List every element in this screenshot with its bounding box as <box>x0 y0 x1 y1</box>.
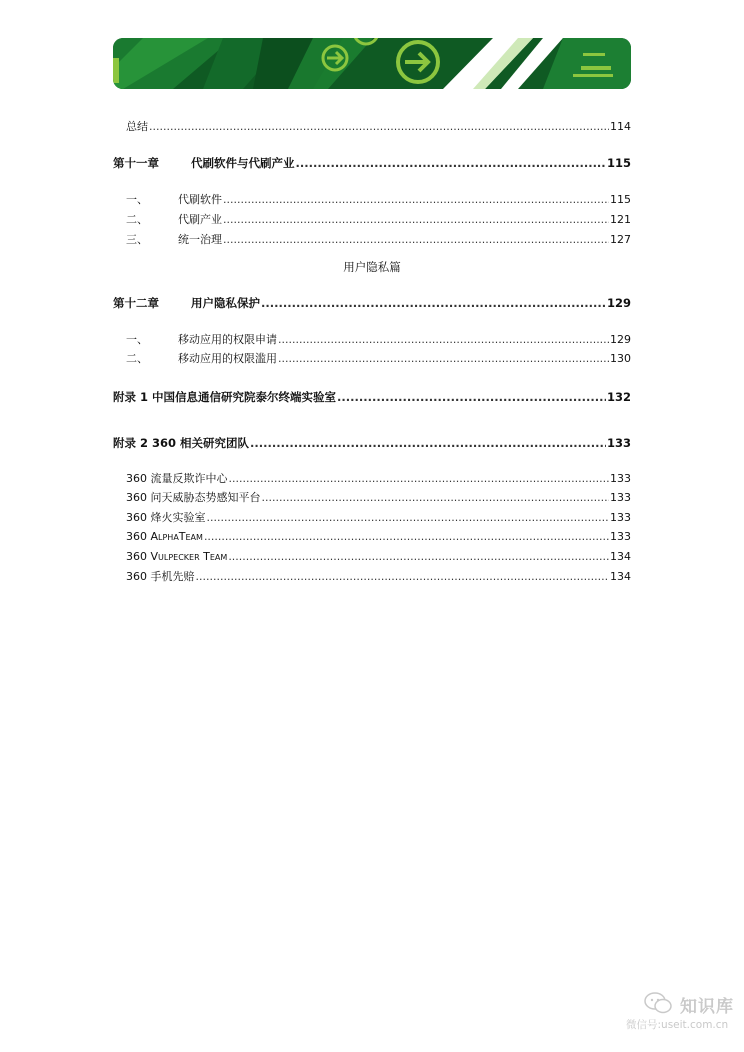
toc-entry-page: 129 <box>610 333 631 346</box>
toc-entry-page: 134 <box>610 570 631 583</box>
chapter-number: 第十二章 <box>113 296 159 310</box>
toc-entry[interactable] <box>113 472 631 486</box>
appendix-title: 附录 2 360 相关研究团队 <box>113 436 250 450</box>
dot-leader <box>337 390 606 404</box>
toc-entry[interactable] <box>113 120 631 134</box>
toc-entry-title: 代刷软件 <box>178 193 222 206</box>
toc-appendix[interactable] <box>113 390 631 404</box>
green-arrow-header-banner <box>113 38 631 89</box>
toc-chapter[interactable] <box>113 296 631 310</box>
dot-leader <box>196 570 610 584</box>
toc-entry-title: 360 问天威胁态势感知平台 <box>126 491 261 504</box>
toc-entry-page: 133 <box>610 491 631 504</box>
wechat-icon <box>644 992 672 1014</box>
watermark <box>626 992 736 1036</box>
dot-leader <box>204 530 609 544</box>
toc-entry[interactable] <box>113 511 631 525</box>
toc-entry-title: 360 Vulpecker Team <box>126 550 228 563</box>
toc-entry[interactable] <box>113 550 631 564</box>
dot-leader <box>261 296 606 310</box>
dot-leader <box>228 550 609 564</box>
toc-entry-title: 代刷产业 <box>178 213 222 226</box>
toc-entry[interactable] <box>113 530 631 544</box>
dot-leader <box>262 491 610 505</box>
toc-entry-number: 二、 <box>126 213 148 226</box>
toc-entry[interactable] <box>113 233 631 247</box>
dot-leader <box>278 333 609 347</box>
chapter-page: 129 <box>606 296 631 310</box>
dot-leader <box>149 120 609 134</box>
toc-entry-page: 133 <box>610 472 631 485</box>
toc-chapter[interactable] <box>113 156 631 170</box>
toc-entry-page: 115 <box>610 193 631 206</box>
toc-entry-number: 三、 <box>126 233 148 246</box>
watermark-subtitle: 微信号:useit.com.cn <box>626 1019 729 1031</box>
toc-entry-number: 一、 <box>126 193 148 206</box>
toc-entry-page: 130 <box>610 352 631 365</box>
dot-leader <box>296 156 606 170</box>
dot-leader <box>223 233 609 247</box>
appendix-page: 133 <box>606 436 631 450</box>
toc-entry-title: 360 AlphaTeam <box>126 530 203 543</box>
toc-entry-title: 360 流量反欺诈中心 <box>126 472 228 485</box>
toc-entry-page: 134 <box>610 550 631 563</box>
chapter-title: 代刷软件与代刷产业 <box>191 156 295 170</box>
dot-leader <box>250 436 606 450</box>
toc-entry-number: 一、 <box>126 333 148 346</box>
watermark-name: 知识库 <box>680 997 734 1017</box>
dot-leader <box>223 193 609 207</box>
toc-entry-title: 移动应用的权限滥用 <box>178 352 277 365</box>
toc-entry-page: 127 <box>610 233 631 246</box>
dot-leader <box>229 472 610 486</box>
toc-entry-title: 总结 <box>126 120 148 133</box>
section-title: 用户隐私篇 <box>343 260 401 274</box>
dot-leader <box>207 511 610 525</box>
toc-entry[interactable] <box>113 193 631 207</box>
toc-entry-title: 360 烽火实验室 <box>126 511 206 524</box>
toc-entry-page: 133 <box>610 530 631 543</box>
toc-entry-title: 移动应用的权限申请 <box>178 333 277 346</box>
toc-entry-page: 133 <box>610 511 631 524</box>
dot-leader <box>223 213 609 227</box>
toc-entry-page: 114 <box>610 120 631 133</box>
dot-leader <box>278 352 609 366</box>
toc-entry[interactable] <box>113 491 631 505</box>
appendix-page: 132 <box>606 390 631 404</box>
toc-entry-page: 121 <box>610 213 631 226</box>
appendix-title: 附录 1 中国信息通信研究院泰尔终端实验室 <box>113 390 337 404</box>
chapter-number: 第十一章 <box>113 156 159 170</box>
toc-entry[interactable] <box>113 570 631 584</box>
toc-entry-title: 统一治理 <box>178 233 222 246</box>
chapter-title: 用户隐私保护 <box>191 296 260 310</box>
toc-entry[interactable] <box>113 213 631 227</box>
toc-appendix[interactable] <box>113 436 631 450</box>
toc-entry[interactable] <box>113 333 631 347</box>
chapter-page: 115 <box>606 156 631 170</box>
toc-entry[interactable] <box>113 352 631 366</box>
toc-entry-title: 360 手机先赔 <box>126 570 195 583</box>
toc-entry-number: 二、 <box>126 352 148 365</box>
